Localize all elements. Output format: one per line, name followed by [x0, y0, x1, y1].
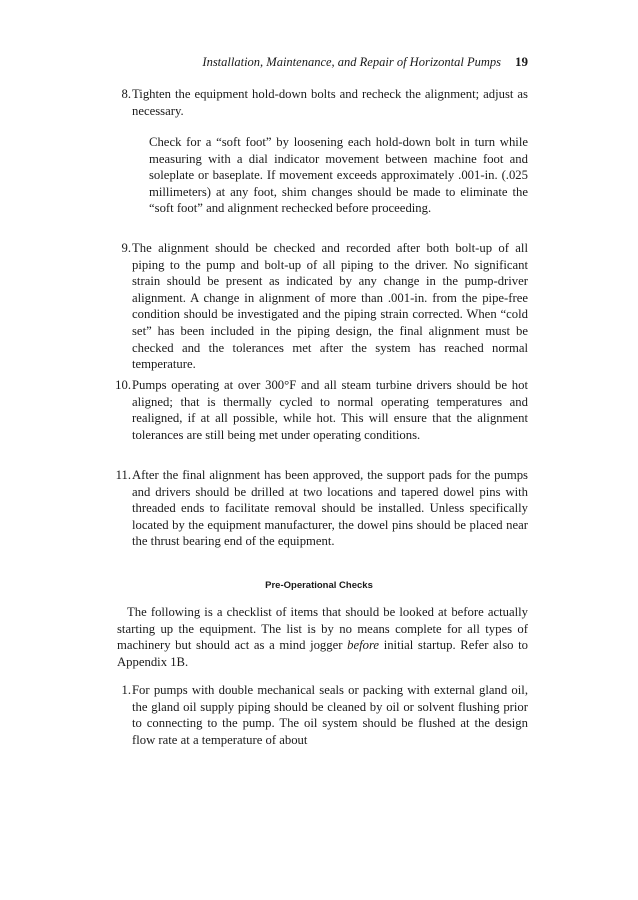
section-heading: Pre-Operational Checks [265, 580, 373, 591]
item-number: 1. [121, 683, 131, 697]
item-number: 11. [115, 468, 131, 482]
list-item-9 [121, 240, 528, 373]
page-number: 19 [515, 54, 528, 69]
list-item-11 [115, 467, 528, 550]
soft-foot-note: Check for a “soft foot” by loosening each hold-down bolt in turn while measuring with a dial indicator movement between machine foot and soleplate or baseplate. If movement exceeds approximately .001-in. (.025 millimeters) at any foot, shim changes should be made to eliminate the “soft foot” and alignment rechecked before proceeding. [149, 135, 528, 216]
intro-emphasis: before [347, 638, 380, 653]
list-item-10 [115, 377, 528, 443]
item-number: 8. [121, 87, 131, 101]
item-number: 9. [121, 241, 131, 255]
running-header [0, 54, 528, 70]
intro-paragraph [117, 604, 528, 670]
item-text: Tighten the equipment hold-down bolts and recheck the alignment; adjust as necessary. [132, 87, 528, 118]
item-text: After the final alignment has been approved, the support pads for the pumps and drivers should be drilled at two locations and tapered dowel pins with threaded ends to facilitate removal should be installed. Unless specifically located by the equipment manufacturer, the dowel pins should be placed near the thrust bearing end of the equipment. [132, 468, 528, 549]
intro-text-before: The following is a checklist of items that should be looked at before actually starting up the equipment. The list is by no means complete for all types of machinery but should act as a mind jogger [117, 605, 528, 653]
item-text: For pumps with double mechanical seals or packing with external gland oil, the gland oil supply piping should be cleaned by oil or solvent flushing prior to connecting to the pump. The oil system should be flushed at the design flow rate at a temperature of about [132, 683, 528, 747]
list-item-8 [121, 86, 528, 119]
running-title: Installation, Maintenance, and Repair of Horizontal Pumps [202, 55, 501, 69]
item-text: The alignment should be checked and recorded after both bolt-up of all piping to the pump and bolt-up of all piping to the driver. No significant strain should be present as indicated by any change in the pump-driver alignment. A change in alignment of more than .001-in. from the pipe-free condition should be investigated and the piping strain corrected. When “cold set” has been included in the piping design, the final alignment must be checked and the tolerances met after the system has reached normal temperature. [132, 241, 528, 372]
item-text: Pumps operating at over 300°F and all steam turbine drivers should be hot aligned; that is thermally cycled to normal operating temperatures and realigned, if at all possible, while hot. This will ensure that the alignment tolerances are still being met under operating conditions. [132, 378, 528, 442]
checklist-item-1 [121, 682, 528, 748]
intro-text-after: initial startup. Refer also to Appendix 1B. [117, 638, 528, 669]
item-number: 10. [115, 378, 131, 392]
